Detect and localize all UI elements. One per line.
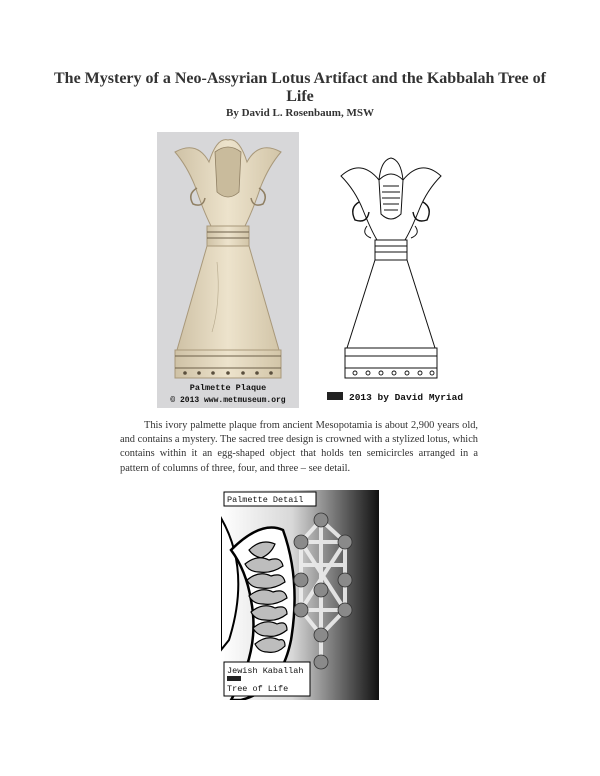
license-badge: [327, 392, 343, 400]
byline: By David L. Rosenbaum, MSW: [226, 107, 374, 119]
palmette-detail-figure: [221, 490, 379, 700]
drawing-caption: 2013 by David Myriad: [349, 392, 464, 403]
detail-license-badge: [227, 676, 241, 681]
detail-label-top: Palmette Detail: [227, 495, 304, 505]
palmette-line-drawing: [311, 130, 471, 410]
page-title: The Mystery of a Neo-Assyrian Lotus Artifact and the Kabbalah Tree of Life: [54, 70, 546, 105]
detail-label-bottom-line2: Tree of Life: [227, 684, 289, 694]
body-paragraph: This ivory palmette plaque from ancient Mesopotamia is about 2,900 years old, and contains a mystery. The sacred tree design is crowned with a stylized lotus, which contains within it an egg-shaped object that holds ten semicircles arranged in a pattern of columns of three, four, and three – see detail.: [120, 420, 478, 474]
photo-caption-line1: Palmette Plaque: [189, 383, 267, 393]
palmette-plaque-photo: [157, 132, 299, 408]
photo-caption-line2: © 2013 www.metmuseum.org: [170, 396, 286, 405]
detail-label-bottom-line1: Jewish Kaballah: [227, 666, 304, 676]
